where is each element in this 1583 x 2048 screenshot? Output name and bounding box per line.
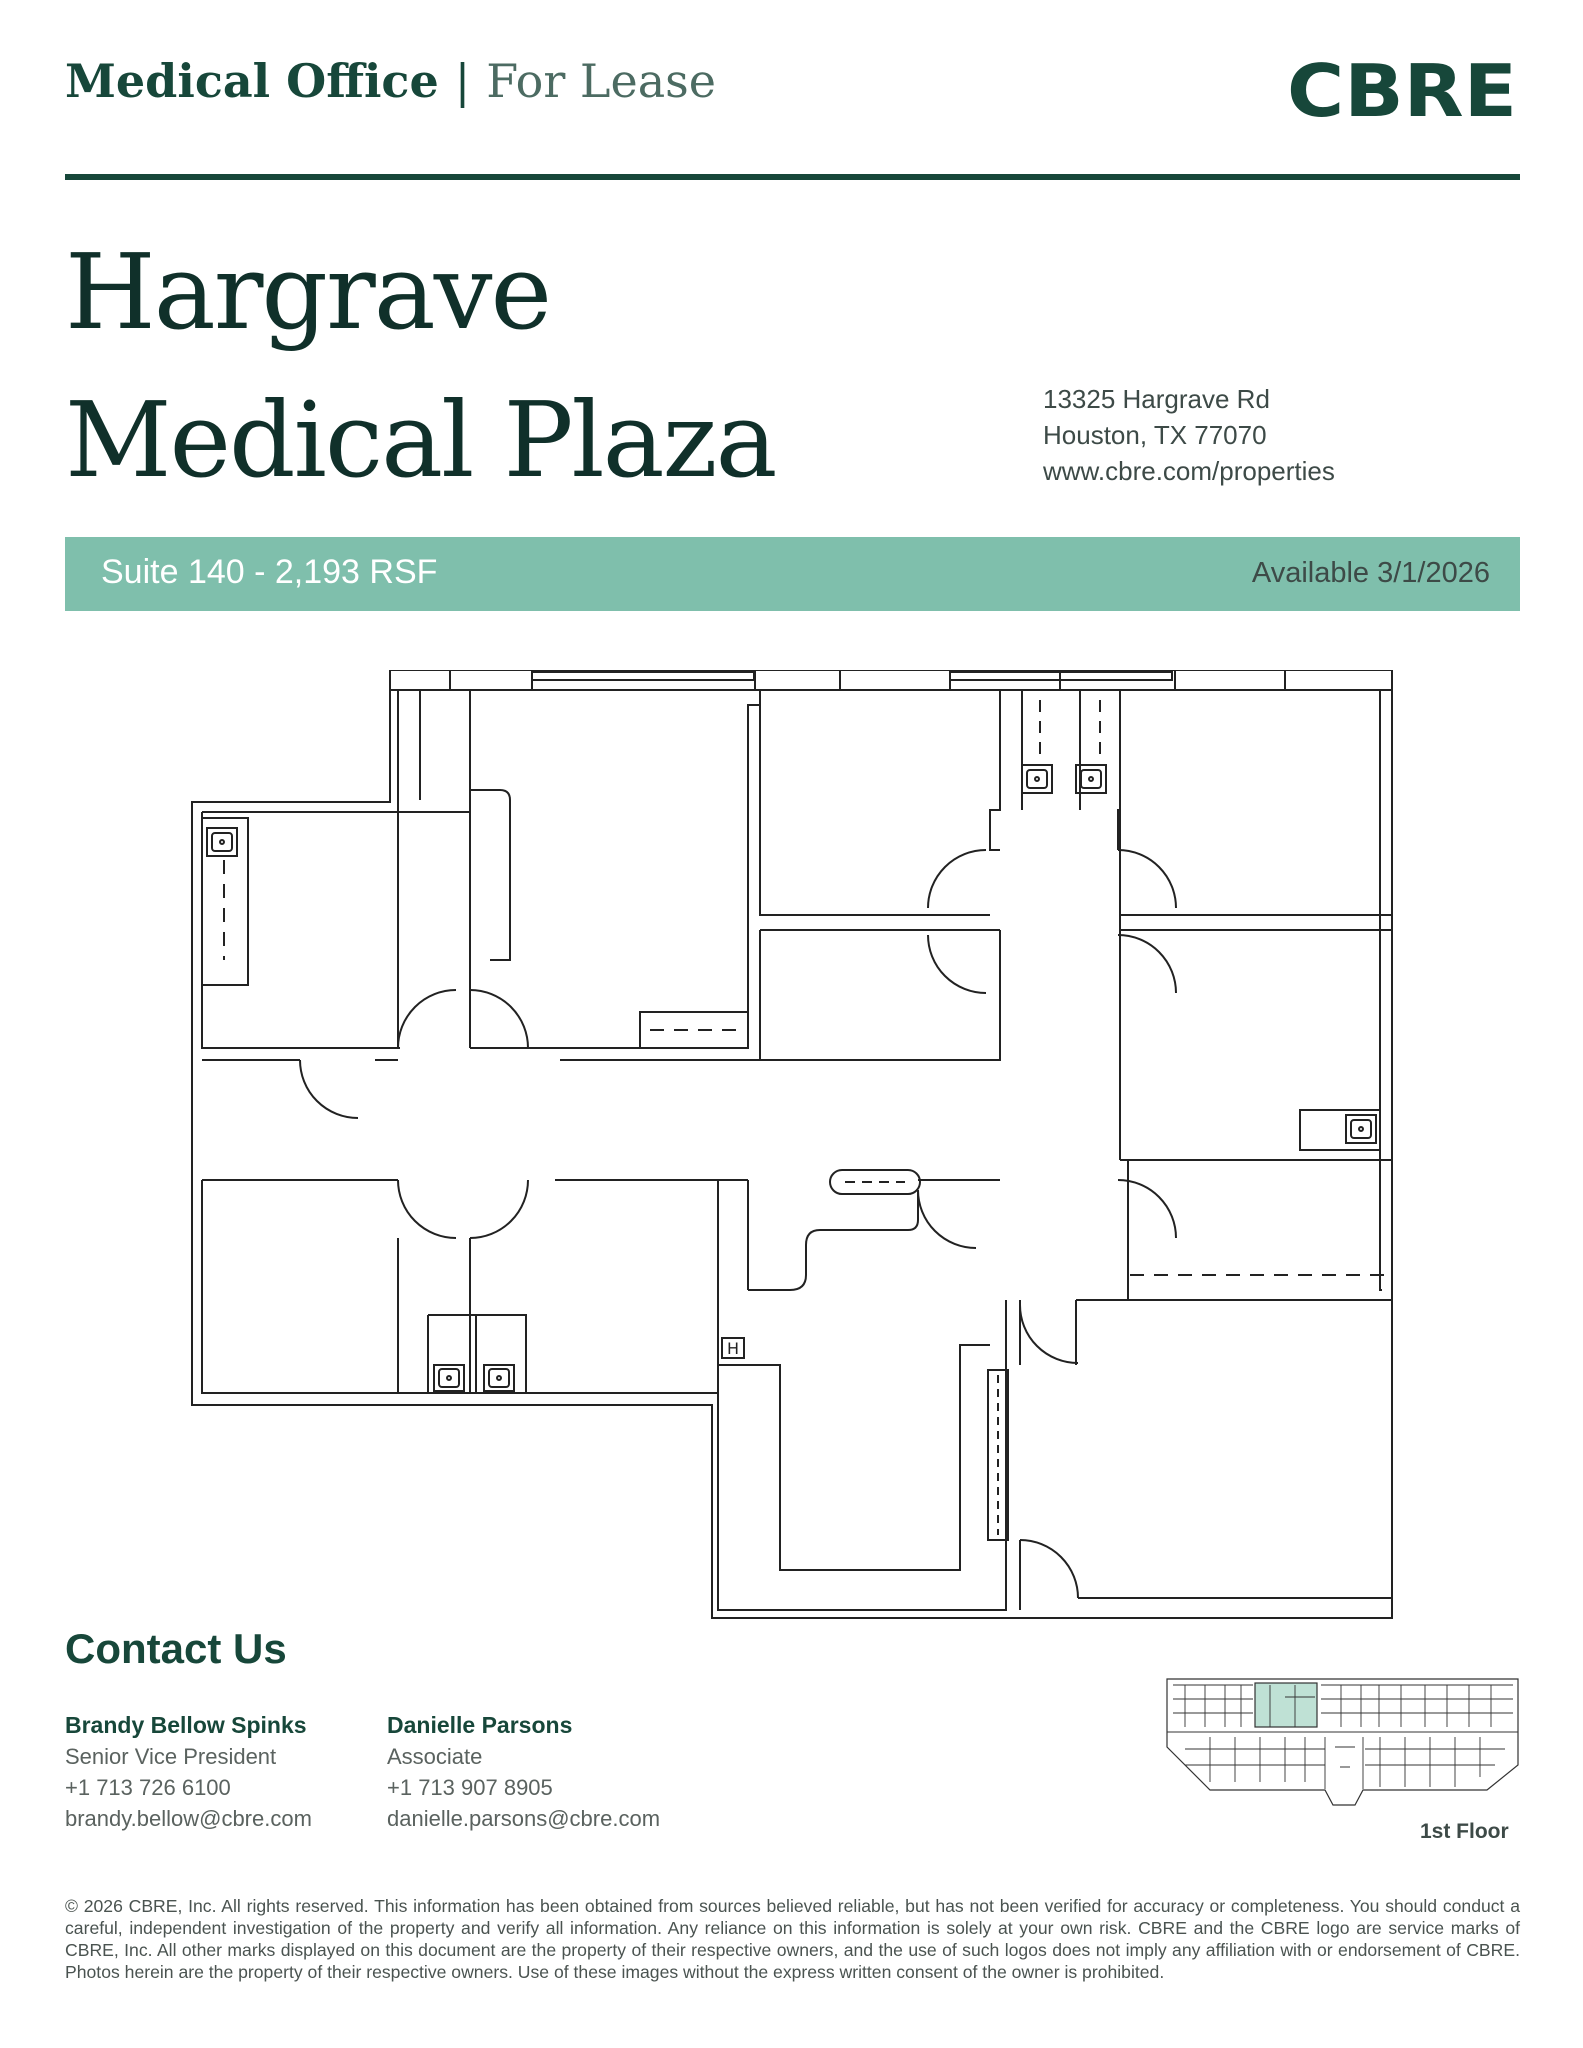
restroom-wall: [718, 1180, 1006, 1610]
corridor-wall: [1000, 1048, 1076, 1610]
suite-banner: [65, 537, 1520, 611]
address-city: Houston, TX 77070: [1043, 420, 1267, 450]
header-divider: [65, 174, 1520, 180]
floor-label: 1st Floor: [1420, 1820, 1509, 1843]
keyplan-room-grid: [1167, 1685, 1518, 1789]
sink-icon: [434, 1365, 464, 1391]
alcove: [428, 1315, 526, 1393]
contact-heading: Contact Us: [65, 1625, 287, 1672]
inner-outline: [398, 690, 1382, 1290]
sink-icon: [207, 828, 237, 856]
restroom-symbol: H: [726, 1339, 740, 1358]
room-wall: [202, 812, 470, 1048]
property-address: [1043, 381, 1335, 489]
closet: [420, 690, 510, 960]
contact-name: Danielle Parsons: [387, 1712, 573, 1738]
document-header: [65, 54, 716, 108]
contact-name: Brandy Bellow Spinks: [65, 1712, 307, 1738]
suite-highlight: [1255, 1683, 1317, 1727]
legal-disclaimer: © 2026 CBRE, Inc. All rights reserved. This information has been obtained from sources believed reliable, but has not been verified for accuracy or completeness. You should conduct a careful, independent investigation of the property and verify all information. Any reliance on this information is solely at your own risk. CBRE and the CBRE logo are service marks of CBRE, Inc. All other marks displayed on this document are the property of their respective owners, and the use of such logos does not imply any affiliation with or endorsement of CBRE. Photos herein are the property of their respective owners. Use of these images without the express written consent of the owner is prohibited.: [65, 1896, 1520, 1982]
room-wall: [1120, 810, 1392, 1160]
sink-icon: [1346, 1115, 1376, 1143]
availability-label: Available 3/1/2026: [1251, 557, 1490, 589]
logo-text: CBRE: [1287, 58, 1517, 122]
room-wall: [760, 705, 1000, 1048]
suite-label: Suite 140 - 2,193 RSF: [101, 553, 438, 591]
website-link[interactable]: www.cbre.com/properties: [1043, 456, 1335, 486]
key-plan: [1165, 1677, 1520, 1812]
building-outline: [1167, 1679, 1518, 1805]
floor-plan: [188, 670, 1398, 1620]
cbre-logo: [1286, 58, 1518, 122]
room-wall: [202, 1180, 718, 1393]
window-sill: [532, 672, 754, 680]
header-separator: |: [454, 54, 471, 108]
contact-phone[interactable]: +1 713 907 8905: [387, 1775, 553, 1800]
contact-title: Senior Vice President: [65, 1744, 277, 1769]
property-title: [65, 218, 775, 514]
title-line-2: Medical Plaza: [65, 379, 776, 501]
corridor-wall: [202, 1048, 1000, 1060]
sink-icon: [1022, 765, 1052, 793]
listing-type-label: For Lease: [486, 54, 716, 108]
door-swing-icon: [300, 850, 1176, 1598]
contact-card: [387, 1710, 660, 1834]
contact-email[interactable]: brandy.bellow@cbre.com: [65, 1806, 312, 1831]
sink-icon: [484, 1365, 514, 1391]
title-line-1: Hargrave: [65, 231, 551, 353]
category-label: Medical Office: [65, 54, 439, 108]
restroom-fixture: [748, 1190, 918, 1290]
contact-email[interactable]: danielle.parsons@cbre.com: [387, 1806, 661, 1831]
bench: [830, 1170, 920, 1194]
address-street: 13325 Hargrave Rd: [1043, 384, 1270, 414]
contact-phone[interactable]: +1 713 726 6100: [65, 1775, 231, 1800]
room-wall: [398, 690, 555, 1048]
contact-title: Associate: [387, 1744, 483, 1769]
room-wall: [555, 690, 760, 1048]
contact-card: [65, 1710, 312, 1834]
